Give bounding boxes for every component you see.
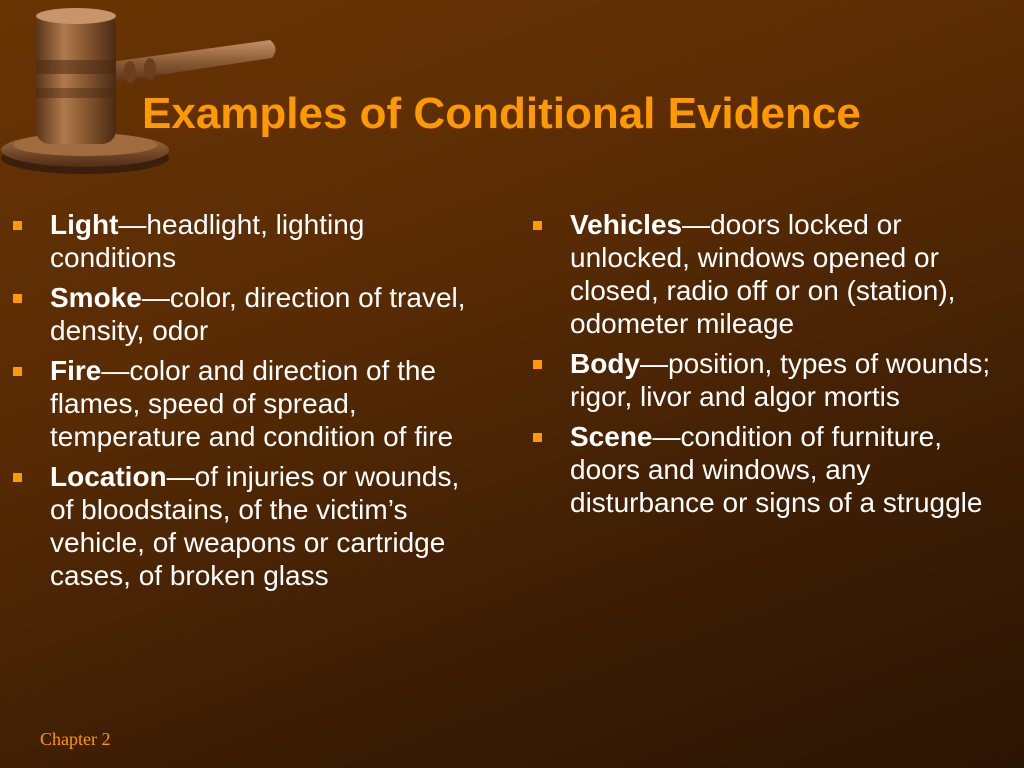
- item-term: Scene: [570, 421, 653, 452]
- item-text: —of injuries or wounds, of bloodstains, of the victim’s vehicle, of weapons or cartridge cases, of broken glass: [50, 461, 460, 591]
- list-item: [10, 208, 490, 274]
- item-text: —position, types of wounds; rigor, livor and algor mortis: [570, 348, 991, 412]
- square-bullet-icon: [13, 221, 22, 230]
- item-text: —color and direction of the flames, speed of spread, temperature and condition of fire: [50, 355, 454, 452]
- item-text: —color, direction of travel, density, odor: [50, 282, 466, 346]
- square-bullet-icon: [13, 294, 22, 303]
- left-bullet-list: [10, 208, 490, 599]
- item-term: Smoke: [50, 282, 142, 313]
- item-text: —doors locked or unlocked, windows opened or closed, radio off or on (station), odometer mileage: [570, 209, 956, 339]
- square-bullet-icon: [13, 473, 22, 482]
- square-bullet-icon: [533, 360, 542, 369]
- item-term: Vehicles: [570, 209, 683, 240]
- list-item: [10, 354, 490, 453]
- item-text: —condition of furniture, doors and windows, any disturbance or signs of a struggle: [570, 421, 983, 518]
- slide-title: Examples of Conditional Evidence: [142, 89, 861, 138]
- slide-footer: Chapter 2: [40, 729, 111, 749]
- list-item: [530, 347, 1015, 413]
- square-bullet-icon: [533, 433, 542, 442]
- item-term: Light: [50, 209, 119, 240]
- item-text: —headlight, lighting conditions: [50, 209, 365, 273]
- square-bullet-icon: [13, 367, 22, 376]
- list-item: [10, 281, 490, 347]
- square-bullet-icon: [533, 221, 542, 230]
- item-term: Fire: [50, 355, 102, 386]
- item-term: Body: [570, 348, 640, 379]
- right-bullet-list: [530, 208, 1015, 526]
- list-item: [10, 460, 490, 592]
- item-term: Location: [50, 461, 167, 492]
- list-item: [530, 208, 1015, 340]
- list-item: [530, 420, 1015, 519]
